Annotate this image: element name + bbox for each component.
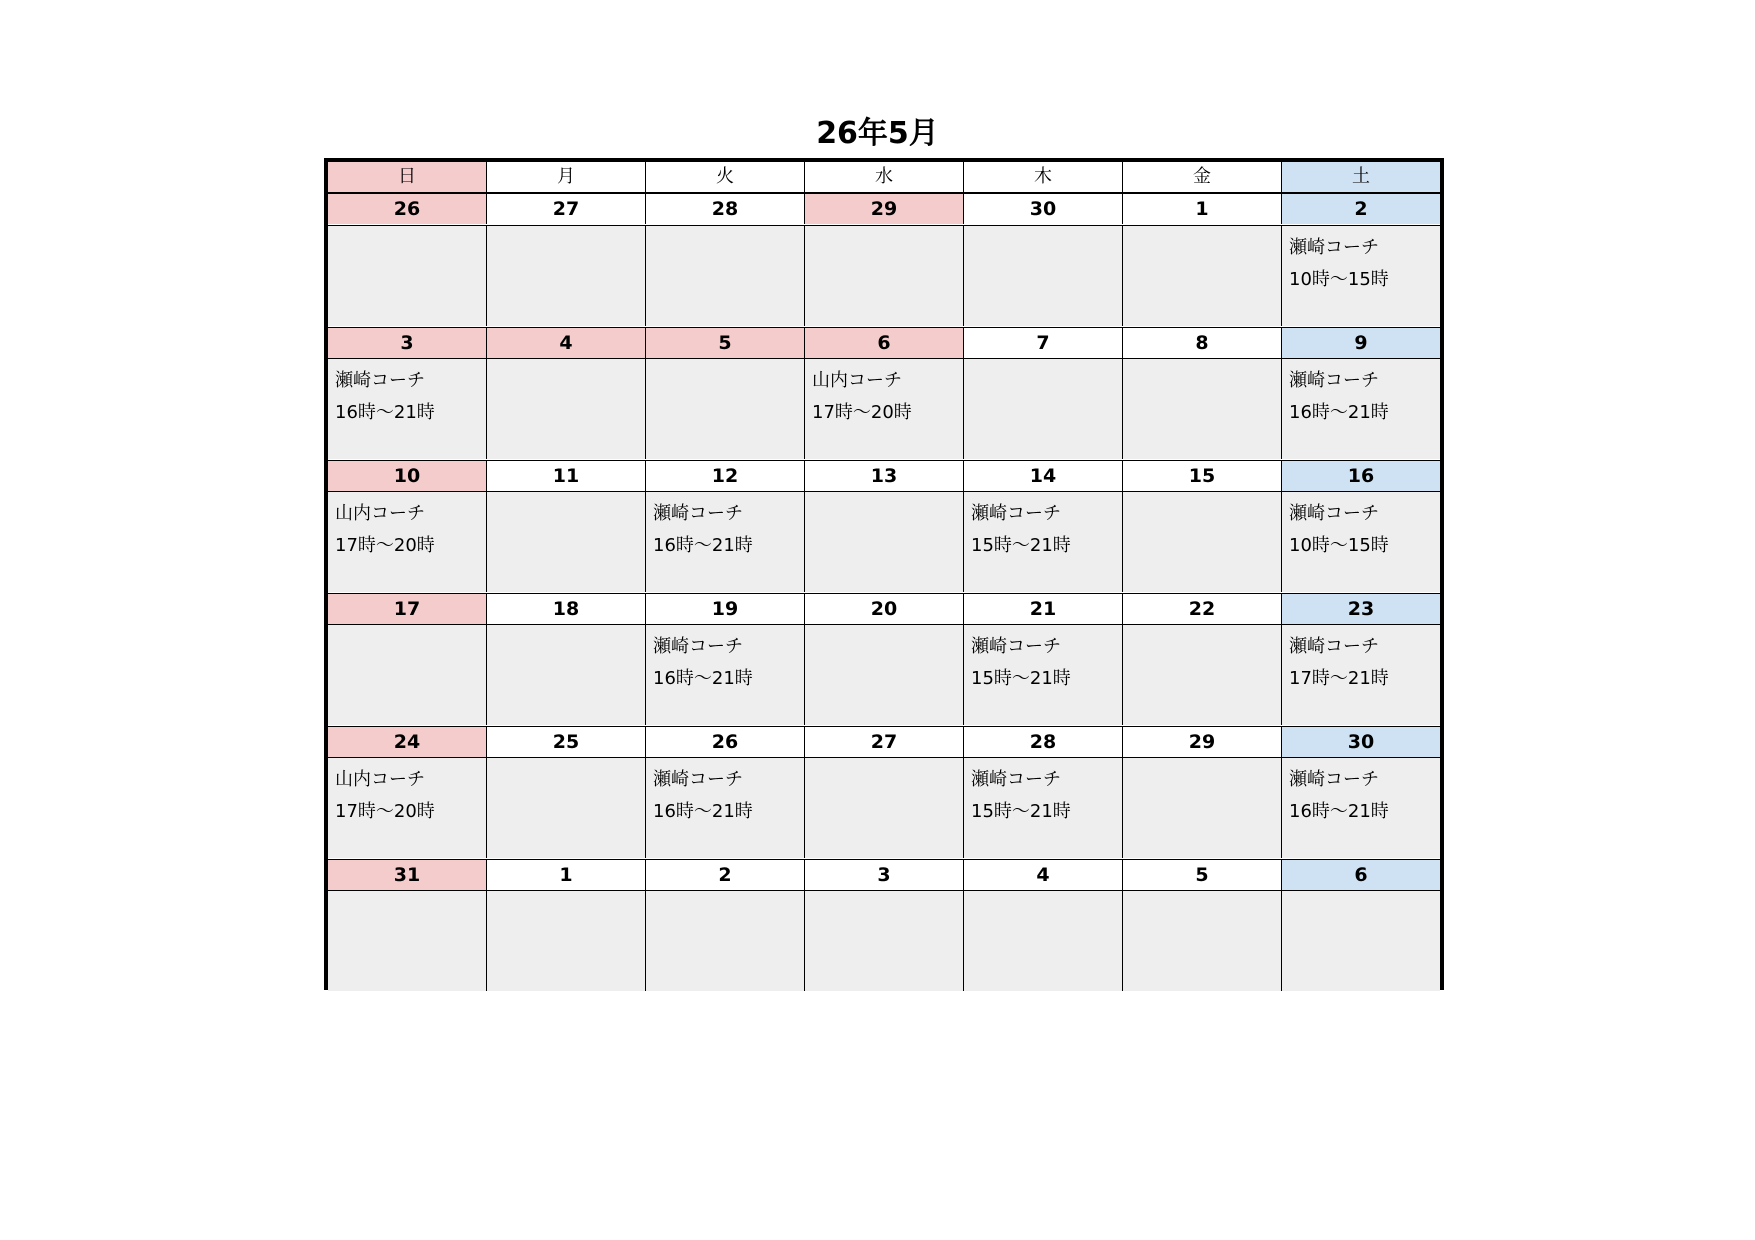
week-row <box>328 726 1440 859</box>
schedule-cell <box>964 492 1123 592</box>
date-cell: 1 <box>487 860 646 890</box>
schedule-cell <box>487 492 646 592</box>
schedule-cell <box>1282 226 1440 326</box>
weekday-header-sat: 土 <box>1282 162 1440 192</box>
week-row <box>328 593 1440 726</box>
schedule-cell <box>805 758 964 858</box>
schedule-cell <box>487 359 646 459</box>
coach-hours: 16時～21時 <box>653 535 753 556</box>
schedule-cell <box>805 359 964 459</box>
coach-name: 山内コーチ <box>335 503 425 524</box>
week-row <box>328 327 1440 460</box>
schedule-cell <box>487 891 646 991</box>
schedule-cell <box>328 625 487 725</box>
schedule-cell <box>1123 758 1282 858</box>
date-cell: 16 <box>1282 461 1440 491</box>
date-cell: 24 <box>328 727 487 757</box>
weekday-header-thu: 木 <box>964 162 1123 192</box>
schedule-cell <box>1123 625 1282 725</box>
coach-hours: 15時～21時 <box>971 668 1071 689</box>
date-cell: 12 <box>646 461 805 491</box>
week-date-row <box>328 859 1440 891</box>
schedule-cell <box>646 625 805 725</box>
schedule-cell <box>1282 758 1440 858</box>
coach-name: 瀬崎コーチ <box>653 636 743 657</box>
week-schedule-row <box>328 492 1440 592</box>
schedule-cell <box>1282 492 1440 592</box>
schedule-cell <box>487 625 646 725</box>
schedule-cell <box>1123 492 1282 592</box>
schedule-cell <box>964 625 1123 725</box>
coach-name: 瀬崎コーチ <box>335 370 425 391</box>
date-cell: 28 <box>964 727 1123 757</box>
weekday-header-wed: 水 <box>805 162 964 192</box>
date-cell: 4 <box>487 328 646 358</box>
date-cell: 4 <box>964 860 1123 890</box>
date-cell: 19 <box>646 594 805 624</box>
schedule-cell <box>646 359 805 459</box>
schedule-cell <box>328 891 487 991</box>
date-cell: 18 <box>487 594 646 624</box>
week-schedule-row <box>328 758 1440 858</box>
date-cell: 31 <box>328 860 487 890</box>
schedule-cell <box>1123 891 1282 991</box>
date-cell: 5 <box>646 328 805 358</box>
weekday-header-fri: 金 <box>1123 162 1282 192</box>
week-date-row <box>328 194 1440 226</box>
coach-name: 瀬崎コーチ <box>1289 636 1379 657</box>
schedule-cell <box>964 758 1123 858</box>
schedule-cell <box>328 359 487 459</box>
date-cell: 17 <box>328 594 487 624</box>
date-cell: 2 <box>1282 194 1440 224</box>
schedule-cell <box>487 758 646 858</box>
week-date-row <box>328 460 1440 492</box>
coach-name: 瀬崎コーチ <box>653 503 743 524</box>
date-cell: 9 <box>1282 328 1440 358</box>
date-cell: 7 <box>964 328 1123 358</box>
date-cell: 5 <box>1123 860 1282 890</box>
schedule-cell <box>805 625 964 725</box>
coach-hours: 17時～20時 <box>812 402 912 423</box>
coach-hours: 16時～21時 <box>653 668 753 689</box>
week-schedule-row <box>328 625 1440 725</box>
schedule-cell <box>328 226 487 326</box>
date-cell: 11 <box>487 461 646 491</box>
date-cell: 3 <box>328 328 487 358</box>
schedule-cell <box>1282 891 1440 991</box>
week-row <box>328 460 1440 593</box>
schedule-cell <box>805 226 964 326</box>
date-cell: 14 <box>964 461 1123 491</box>
coach-hours: 10時～15時 <box>1289 535 1389 556</box>
weekday-header-mon: 月 <box>487 162 646 192</box>
date-cell: 27 <box>805 727 964 757</box>
week-row <box>328 859 1440 992</box>
coach-hours: 17時～20時 <box>335 801 435 822</box>
date-cell: 10 <box>328 461 487 491</box>
coach-name: 瀬崎コーチ <box>1289 503 1379 524</box>
coach-name: 瀬崎コーチ <box>971 503 1061 524</box>
date-cell: 30 <box>1282 727 1440 757</box>
coach-name: 瀬崎コーチ <box>653 769 743 790</box>
week-date-row <box>328 327 1440 359</box>
schedule-cell <box>964 359 1123 459</box>
week-schedule-row <box>328 359 1440 459</box>
date-cell: 15 <box>1123 461 1282 491</box>
page-title: 26年5月 <box>816 116 939 151</box>
date-cell: 6 <box>805 328 964 358</box>
date-cell: 13 <box>805 461 964 491</box>
coach-hours: 15時～21時 <box>971 535 1071 556</box>
date-cell: 21 <box>964 594 1123 624</box>
schedule-cell <box>328 492 487 592</box>
schedule-cell <box>646 891 805 991</box>
date-cell: 1 <box>1123 194 1282 224</box>
coach-name: 山内コーチ <box>335 769 425 790</box>
schedule-cell <box>1123 226 1282 326</box>
coach-hours: 16時～21時 <box>653 801 753 822</box>
schedule-cell <box>487 226 646 326</box>
date-cell: 28 <box>646 194 805 224</box>
date-cell: 29 <box>1123 727 1282 757</box>
coach-hours: 16時～21時 <box>1289 402 1389 423</box>
date-cell: 27 <box>487 194 646 224</box>
weekday-header-sun: 日 <box>328 162 487 192</box>
date-cell: 2 <box>646 860 805 890</box>
schedule-cell <box>646 492 805 592</box>
weekday-header-tue: 火 <box>646 162 805 192</box>
coach-name: 瀬崎コーチ <box>971 769 1061 790</box>
schedule-cell <box>805 492 964 592</box>
date-cell: 29 <box>805 194 964 224</box>
coach-hours: 10時～15時 <box>1289 269 1389 290</box>
coach-name: 瀬崎コーチ <box>1289 370 1379 391</box>
date-cell: 26 <box>328 194 487 224</box>
coach-name: 山内コーチ <box>812 370 902 391</box>
schedule-cell <box>646 758 805 858</box>
week-schedule-row <box>328 891 1440 991</box>
schedule-cell <box>964 891 1123 991</box>
date-cell: 30 <box>964 194 1123 224</box>
coach-name: 瀬崎コーチ <box>1289 769 1379 790</box>
coach-name: 瀬崎コーチ <box>1289 237 1379 258</box>
coach-hours: 17時～20時 <box>335 535 435 556</box>
calendar-grid <box>324 158 1444 990</box>
date-cell: 3 <box>805 860 964 890</box>
date-cell: 8 <box>1123 328 1282 358</box>
schedule-cell <box>646 226 805 326</box>
week-date-row <box>328 593 1440 625</box>
schedule-cell <box>805 891 964 991</box>
date-cell: 6 <box>1282 860 1440 890</box>
schedule-cell <box>1282 625 1440 725</box>
date-cell: 26 <box>646 727 805 757</box>
date-cell: 20 <box>805 594 964 624</box>
date-cell: 25 <box>487 727 646 757</box>
coach-hours: 16時～21時 <box>335 402 435 423</box>
schedule-cell <box>964 226 1123 326</box>
schedule-cell <box>328 758 487 858</box>
weeks-container <box>328 194 1440 992</box>
week-row <box>328 194 1440 327</box>
coach-hours: 15時～21時 <box>971 801 1071 822</box>
schedule-cell <box>1123 359 1282 459</box>
week-date-row <box>328 726 1440 758</box>
week-schedule-row <box>328 226 1440 326</box>
schedule-cell <box>1282 359 1440 459</box>
date-cell: 23 <box>1282 594 1440 624</box>
coach-hours: 16時～21時 <box>1289 801 1389 822</box>
coach-name: 瀬崎コーチ <box>971 636 1061 657</box>
weekday-header-row <box>328 162 1440 194</box>
coach-hours: 17時～21時 <box>1289 668 1389 689</box>
date-cell: 22 <box>1123 594 1282 624</box>
